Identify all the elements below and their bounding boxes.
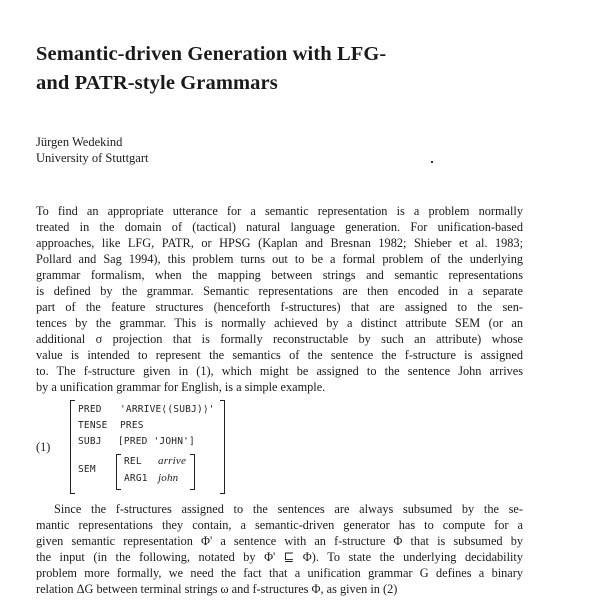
subj-attribute: SUBJ <box>78 436 102 447</box>
f-structure-avm <box>70 398 230 494</box>
arg1-value: john <box>158 472 179 484</box>
pred-attribute: PRED <box>78 404 102 415</box>
author-affiliation: University of Stuttgart <box>36 151 149 165</box>
sem-right-bracket <box>190 454 195 490</box>
text-line: is defined by the grammar. Semantic representations are then encoded in a separate <box>36 284 523 298</box>
text-line: part of the feature structures (henceforth f-structures) that are assigned to the sen- <box>36 300 523 314</box>
avm-left-bracket <box>70 400 75 494</box>
sem-left-bracket <box>116 454 121 490</box>
text-line: the input (in the following, notated by Φ' ⊑ Φ). To state the underlying decidability <box>36 550 523 564</box>
text-line: by a unification grammar for English, is a simple example. <box>36 380 326 394</box>
text-line: To find an appropriate utterance for a semantic representation is a problem normally <box>36 204 523 218</box>
text-line: relation ΔG between terminal strings ω and f-structures Φ, as given in (2) <box>36 582 398 596</box>
body-paragraph <box>36 501 523 597</box>
pred-value: 'ARRIVE⟨(SUBJ)⟩' <box>120 404 215 415</box>
text-line: value is intended to represent the semantics of the sentence the f-structure is assigned <box>36 348 523 362</box>
title-line-1: Semantic-driven Generation with LFG- <box>36 43 387 65</box>
subj-value: [PRED 'JOHN'] <box>118 436 195 447</box>
text-line: grammar formalism, when the mapping between strings and semantic representations <box>36 268 523 282</box>
text-line: tences by the grammar. This is normally achieved by a distinct attribute SEM (or an <box>36 316 523 330</box>
text-line: Pollard and Sag 1994), this problem turns out to be a formal problem of the underlying <box>36 252 523 266</box>
example-number: (1) <box>36 440 51 454</box>
text-line: to. The f-structure given in (1), which might be assigned to the sentence John arrives <box>36 364 523 378</box>
sem-attribute: SEM <box>78 464 96 475</box>
text-line: treated in the domain of (tactical) natural language generation. For unification-based <box>36 220 523 234</box>
paper-title <box>36 40 556 98</box>
text-line: problem more formally, we need the fact that a unification grammar G defines a binary <box>36 566 523 580</box>
text-line: approaches, like LFG, PATR, or HPSG (Kaplan and Bresnan 1982; Shieber et al. 1983; <box>36 236 523 250</box>
text-line: additional σ projection that is formally reconstructable by such an attribute) whose <box>36 332 523 346</box>
author-name: Jürgen Wedekind <box>36 135 123 149</box>
text-line: given semantic representation Φ' a sentence with an f-structure Φ that is subsumed by <box>36 534 523 548</box>
text-line: mantic representations they contain, a semantic-driven generator has to compute for a <box>36 518 523 532</box>
title-line-2: and PATR-style Grammars <box>36 72 278 94</box>
rel-attribute: REL <box>124 456 142 467</box>
rel-value: arrive <box>158 455 187 467</box>
abstract-paragraph <box>36 203 523 395</box>
text-line: Since the f-structures assigned to the sentences are always subsumed by the se- <box>54 502 523 516</box>
avm-right-bracket <box>220 400 225 494</box>
tense-attribute: TENSE <box>78 420 108 431</box>
tense-value: PRES <box>120 420 144 431</box>
arg1-attribute: ARG1 <box>124 473 148 484</box>
scan-speck <box>431 161 433 163</box>
